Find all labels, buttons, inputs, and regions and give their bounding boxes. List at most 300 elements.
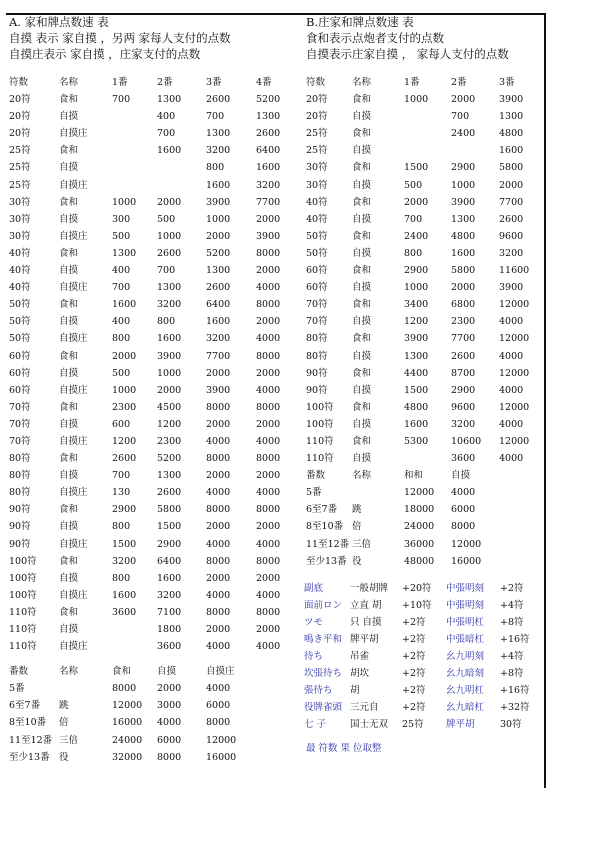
table-cell: 400 <box>112 265 131 277</box>
header-cell: 符数 <box>306 77 326 88</box>
table-cell: 7700 <box>206 350 231 362</box>
table-cell: 700 <box>157 128 176 140</box>
header-cell: 和和 <box>404 470 424 482</box>
table-cell: 12000 <box>499 401 530 413</box>
table-cell: 自摸 <box>59 265 79 277</box>
table-cell: 4000 <box>256 641 281 653</box>
table-cell: 牌平胡 <box>350 634 379 645</box>
table-cell: 4000 <box>206 683 231 695</box>
table-cell: 3600 <box>451 453 476 465</box>
table-cell: 1200 <box>112 435 137 447</box>
table-cell: 3900 <box>404 333 429 345</box>
table-cell: 8000 <box>256 555 281 567</box>
header-cell: 符数 <box>9 77 29 88</box>
table-cell: 9600 <box>451 401 476 413</box>
non-dealer-table <box>9 74 299 655</box>
table-row <box>9 416 299 433</box>
table-row <box>306 262 546 279</box>
table-cell: 30符 <box>9 230 31 242</box>
table-cell: 40符 <box>9 247 31 259</box>
table-cell: 倍 <box>59 717 69 729</box>
table-header-row <box>306 74 546 91</box>
table-cell: 100符 <box>9 572 37 584</box>
table-cell: 食和 <box>352 435 372 447</box>
table-row <box>9 680 299 697</box>
table-cell: 2000 <box>499 179 524 191</box>
table-cell: 110符 <box>9 641 37 653</box>
table-cell: 役 <box>352 555 362 567</box>
table-cell: 100符 <box>9 555 37 567</box>
table-row <box>9 570 299 587</box>
table-cell: 8000 <box>256 606 281 618</box>
table-cell: 6400 <box>206 299 231 311</box>
table-cell: 2900 <box>451 162 476 174</box>
table-cell: 20符 <box>9 111 31 123</box>
table-cell: ツモ <box>304 616 324 628</box>
table-cell: 跳 <box>59 700 69 712</box>
fu-bonus-row <box>306 699 546 716</box>
table-cell: 自摸庄 <box>59 589 88 601</box>
table-cell: 自摸庄 <box>59 384 88 396</box>
table-cell: 食和 <box>352 299 372 311</box>
table-row <box>9 484 299 501</box>
table-cell: 2400 <box>404 230 429 242</box>
table-cell: 自摸 <box>352 418 372 430</box>
fu-bonus-row <box>306 614 546 631</box>
table-cell: 700 <box>112 282 131 294</box>
table-row <box>9 587 299 604</box>
table-cell: 食和 <box>59 247 79 259</box>
table-cell: 自摸 <box>59 572 79 584</box>
table-cell: 1300 <box>157 470 182 482</box>
table-cell: 2000 <box>256 624 281 635</box>
table-row <box>9 228 299 245</box>
table-cell: 30符 <box>500 719 522 731</box>
table-cell: 2600 <box>112 453 137 465</box>
table-cell: 1200 <box>157 418 182 430</box>
table-cell: 4800 <box>451 230 476 242</box>
table-cell: 2600 <box>206 94 231 106</box>
table-cell: 1600 <box>157 572 182 584</box>
table-cell: 800 <box>112 333 131 345</box>
table-cell: 24000 <box>404 521 435 533</box>
table-cell: +8符 <box>500 668 524 680</box>
header-cell: 食和 <box>112 666 132 678</box>
table-row <box>9 621 299 638</box>
table-cell: 2400 <box>451 128 476 140</box>
table-cell: +2符 <box>500 582 524 594</box>
table-cell: 2000 <box>157 683 182 695</box>
table-row <box>9 91 299 108</box>
table-cell: 4000 <box>499 418 524 430</box>
table-cell: 1500 <box>404 162 429 174</box>
table-cell: 1800 <box>157 624 182 635</box>
table-cell: 至少13番 <box>306 555 347 567</box>
table-cell: 32000 <box>112 751 143 763</box>
table-row <box>9 142 299 159</box>
table-cell: 7100 <box>157 606 182 618</box>
table-cell: 130 <box>112 487 131 499</box>
table-cell: 4000 <box>451 487 476 499</box>
rounding-note: 最 符数 果 位取整 <box>306 742 382 754</box>
header-cell: 名称 <box>352 77 372 88</box>
table-row <box>9 365 299 382</box>
table-row <box>306 382 546 399</box>
table-cell: 8至10番 <box>306 521 344 533</box>
table-cell: 4800 <box>404 401 429 413</box>
table-cell: 700 <box>112 470 131 482</box>
table-cell: 3200 <box>157 589 182 601</box>
table-cell: 8000 <box>206 555 231 567</box>
table-cell: 500 <box>404 179 423 191</box>
table-cell: 9600 <box>499 230 524 242</box>
table-cell: 1000 <box>112 196 137 208</box>
table-header-row <box>306 467 546 484</box>
table-cell: 自摸庄 <box>59 333 88 345</box>
section-a-title: A. 家和牌点数速 表 <box>9 15 109 29</box>
table-row <box>9 732 299 749</box>
table-cell: 8700 <box>451 367 476 379</box>
fu-bonus-row <box>306 648 546 665</box>
table-cell: 自摸 <box>59 316 79 328</box>
table-cell: +4符 <box>500 599 524 611</box>
table-cell: 2000 <box>206 572 231 584</box>
table-cell: 800 <box>404 247 423 259</box>
table-cell: 坎張待ち <box>304 668 343 680</box>
table-cell: 8000 <box>206 717 231 729</box>
table-cell: +8符 <box>500 616 524 628</box>
fu-bonus-row <box>306 716 546 733</box>
table-cell: 2000 <box>256 418 281 430</box>
table-cell: 50符 <box>9 299 31 311</box>
table-header-row <box>9 663 299 680</box>
table-cell: 8000 <box>256 247 281 259</box>
table-cell: 幺九暗杠 <box>446 702 485 714</box>
table-cell: 2000 <box>256 265 281 277</box>
table-cell: 10600 <box>451 435 482 447</box>
table-row <box>306 228 546 245</box>
table-cell: 食和 <box>59 555 79 567</box>
table-cell: 25符 <box>306 128 328 140</box>
table-cell: 3900 <box>499 282 524 294</box>
table-cell: 中張暗杠 <box>446 634 485 645</box>
table-cell: 4000 <box>256 282 281 294</box>
table-cell: 自摸 <box>59 470 79 482</box>
table-cell: 食和 <box>352 94 372 106</box>
table-cell: 7700 <box>499 196 524 208</box>
table-cell: 16000 <box>451 555 482 567</box>
table-cell: 只 自摸 <box>350 616 382 628</box>
table-cell: 12000 <box>499 367 530 379</box>
table-cell: 40符 <box>306 196 328 208</box>
table-cell: 4000 <box>256 435 281 447</box>
table-cell: 2000 <box>451 282 476 294</box>
header-cell: 番数 <box>9 666 29 678</box>
table-cell: 2900 <box>404 265 429 277</box>
table-row <box>306 245 546 262</box>
table-cell: 25符 <box>306 145 328 157</box>
table-row <box>306 279 546 296</box>
table-cell: 自摸 <box>352 111 372 123</box>
table-cell: 自摸 <box>352 316 372 328</box>
table-cell: 70符 <box>306 299 328 311</box>
table-cell: 8至10番 <box>9 717 47 729</box>
table-cell: 1300 <box>451 213 476 225</box>
table-cell: 自摸庄 <box>59 282 88 294</box>
table-cell: 食和 <box>59 145 79 157</box>
table-cell: 1500 <box>112 538 137 550</box>
table-cell: 2600 <box>206 282 231 294</box>
table-row <box>306 108 546 125</box>
table-cell: 7700 <box>451 333 476 345</box>
table-cell: 50符 <box>306 247 328 259</box>
table-cell: 幺九明杠 <box>446 685 485 697</box>
fu-bonus-row <box>306 597 546 614</box>
table-cell: 700 <box>404 213 423 225</box>
table-row <box>9 536 299 553</box>
table-cell: 25符 <box>9 179 31 191</box>
table-cell: 2000 <box>112 350 137 362</box>
table-cell: 1600 <box>451 247 476 259</box>
table-cell: +16符 <box>500 685 530 697</box>
table-cell: 自摸 <box>59 367 79 379</box>
table-cell: 60符 <box>306 282 328 294</box>
table-cell: 4000 <box>499 453 524 465</box>
header-cell: 3番 <box>499 77 515 88</box>
table-row <box>306 365 546 382</box>
table-cell: 1300 <box>206 265 231 277</box>
table-row <box>9 211 299 228</box>
table-cell: 牌平胡 <box>446 719 475 731</box>
section-b-title: B.庄家和牌点数速 表 <box>306 15 414 29</box>
table-cell: 自摸 <box>352 145 372 157</box>
table-cell: 8000 <box>112 683 137 695</box>
table-cell: 2300 <box>451 316 476 328</box>
table-cell: 7700 <box>256 196 281 208</box>
table-cell: 8000 <box>256 350 281 362</box>
table-cell: 18000 <box>404 504 435 516</box>
table-cell: 1300 <box>157 94 182 106</box>
table-cell: +2符 <box>402 634 426 645</box>
table-cell: +2符 <box>402 685 426 697</box>
table-cell: 5200 <box>157 453 182 465</box>
table-cell: 50符 <box>306 230 328 242</box>
table-cell: 110符 <box>9 624 37 635</box>
table-cell: 8000 <box>256 504 281 516</box>
non-dealer-limit-table <box>9 663 299 766</box>
table-cell: 8000 <box>157 751 182 763</box>
table-cell: 2000 <box>256 470 281 482</box>
table-cell: 60符 <box>9 384 31 396</box>
table-cell: 4000 <box>206 589 231 601</box>
table-cell: 25符 <box>9 145 31 157</box>
table-cell: 6400 <box>157 555 182 567</box>
table-cell: 2000 <box>256 213 281 225</box>
dealer-limit-table <box>306 467 546 570</box>
table-row <box>306 399 546 416</box>
table-cell: +10符 <box>402 599 432 611</box>
table-row <box>306 518 546 535</box>
table-cell: 70符 <box>9 401 31 413</box>
table-cell: 11600 <box>499 265 530 277</box>
table-cell: 中張明刻 <box>446 599 485 611</box>
table-cell: 800 <box>206 162 225 174</box>
table-cell: 食和 <box>352 162 372 174</box>
table-cell: 110符 <box>9 606 37 618</box>
table-cell: 自摸 <box>59 111 79 123</box>
table-cell: +4符 <box>500 651 524 663</box>
table-cell: 20符 <box>306 111 328 123</box>
table-row <box>306 484 546 501</box>
table-cell: 自摸 <box>59 418 79 430</box>
table-cell: 3900 <box>206 384 231 396</box>
table-cell: 4000 <box>206 641 231 653</box>
table-cell: 1500 <box>157 521 182 533</box>
table-cell: 20符 <box>9 94 31 106</box>
table-cell: 中張明刻 <box>446 582 485 594</box>
table-row <box>9 125 299 142</box>
table-cell: 自摸庄 <box>59 128 88 140</box>
table-row <box>306 296 546 313</box>
table-cell: 80符 <box>306 333 328 345</box>
table-cell: 8000 <box>206 401 231 413</box>
table-row <box>9 697 299 714</box>
table-cell: 16000 <box>206 751 237 763</box>
table-cell: 2900 <box>112 504 137 516</box>
table-cell: 70符 <box>9 418 31 430</box>
table-row <box>306 313 546 330</box>
table-cell: 2000 <box>206 470 231 482</box>
table-cell: 至少13番 <box>9 751 50 763</box>
table-cell: 8000 <box>206 606 231 618</box>
table-cell: 11至12番 <box>306 538 350 550</box>
table-row <box>9 262 299 279</box>
table-cell: 12000 <box>499 333 530 345</box>
table-cell: 300 <box>112 213 131 225</box>
table-row <box>306 194 546 211</box>
table-cell: 1300 <box>256 111 281 123</box>
table-cell: 1000 <box>157 230 182 242</box>
table-cell: 食和 <box>59 350 79 362</box>
table-cell: 700 <box>112 94 131 106</box>
table-cell: 30符 <box>9 196 31 208</box>
table-cell: 30符 <box>306 179 328 191</box>
table-cell: 110符 <box>306 435 334 447</box>
table-cell: 食和 <box>59 299 79 311</box>
table-cell: +2符 <box>402 651 426 663</box>
table-cell: 3900 <box>157 350 182 362</box>
table-cell: 6至7番 <box>306 504 338 516</box>
table-row <box>9 108 299 125</box>
table-cell: 2000 <box>206 367 231 379</box>
table-row <box>9 749 299 766</box>
table-cell: 1000 <box>404 282 429 294</box>
table-row <box>9 450 299 467</box>
table-cell: 90符 <box>306 367 328 379</box>
table-cell: 2600 <box>256 128 281 140</box>
header-cell: 2番 <box>157 77 173 88</box>
table-cell: 国士无双 <box>350 719 389 731</box>
table-cell: 三倍 <box>352 538 372 550</box>
table-cell: 6400 <box>256 145 281 157</box>
table-cell: 500 <box>112 367 131 379</box>
table-cell: 中張明杠 <box>446 616 485 628</box>
table-cell: 食和 <box>59 453 79 465</box>
table-cell: 5200 <box>206 247 231 259</box>
table-cell: 2600 <box>499 213 524 225</box>
dealer-table <box>306 74 546 467</box>
table-cell: 90符 <box>9 521 31 533</box>
table-cell: 5800 <box>499 162 524 174</box>
table-cell: 500 <box>112 230 131 242</box>
table-cell: 1300 <box>404 350 429 362</box>
table-cell: 3600 <box>157 641 182 653</box>
table-cell: 3400 <box>404 299 429 311</box>
table-cell: 一般胡牌 <box>350 582 389 594</box>
header-cell: 1番 <box>112 77 128 88</box>
table-cell: 500 <box>157 213 176 225</box>
table-cell: 60符 <box>9 350 31 362</box>
table-cell: 110符 <box>306 453 334 465</box>
table-cell: 40符 <box>306 213 328 225</box>
table-cell: 待ち <box>304 651 324 663</box>
table-cell: 4400 <box>404 367 429 379</box>
section-a <box>9 14 299 766</box>
table-cell: 1600 <box>157 333 182 345</box>
table-row <box>9 279 299 296</box>
table-cell: 倍 <box>352 521 362 533</box>
table-cell: 2000 <box>451 94 476 106</box>
table-cell: 食和 <box>352 401 372 413</box>
table-cell: 自摸 <box>59 624 79 635</box>
table-cell: 12000 <box>499 435 530 447</box>
table-cell: 90符 <box>9 538 31 550</box>
table-cell: 40符 <box>9 265 31 277</box>
table-cell: 2000 <box>256 316 281 328</box>
table-cell: 1600 <box>404 418 429 430</box>
table-cell: 3900 <box>451 196 476 208</box>
table-row <box>306 330 546 347</box>
table-cell: 1200 <box>404 316 429 328</box>
table-cell: 600 <box>112 418 131 430</box>
section-b <box>306 14 546 757</box>
table-cell: 400 <box>112 316 131 328</box>
table-cell: +2符 <box>402 668 426 680</box>
table-cell: 3200 <box>451 418 476 430</box>
table-cell: 食和 <box>59 401 79 413</box>
table-cell: 700 <box>451 111 470 123</box>
table-cell: 跳 <box>352 504 362 516</box>
table-cell: 自摸庄 <box>59 538 88 550</box>
table-cell: 幺九明刻 <box>446 651 485 663</box>
table-cell: 90符 <box>306 384 328 396</box>
table-cell: 胡坎 <box>350 668 370 680</box>
table-cell: 700 <box>206 111 225 123</box>
table-cell: 食和 <box>352 196 372 208</box>
table-cell: 自摸 <box>352 453 372 465</box>
table-cell: 20符 <box>306 94 328 106</box>
table-cell: 3200 <box>206 145 231 157</box>
table-row <box>9 194 299 211</box>
table-cell: 1300 <box>499 111 524 123</box>
table-cell: 8000 <box>256 401 281 413</box>
header-cell: 名称 <box>352 470 372 482</box>
table-row <box>306 142 546 159</box>
table-cell: 4000 <box>499 316 524 328</box>
header-cell: 2番 <box>451 77 467 88</box>
table-cell: 11至12番 <box>9 734 53 746</box>
table-cell: 12000 <box>112 700 143 712</box>
